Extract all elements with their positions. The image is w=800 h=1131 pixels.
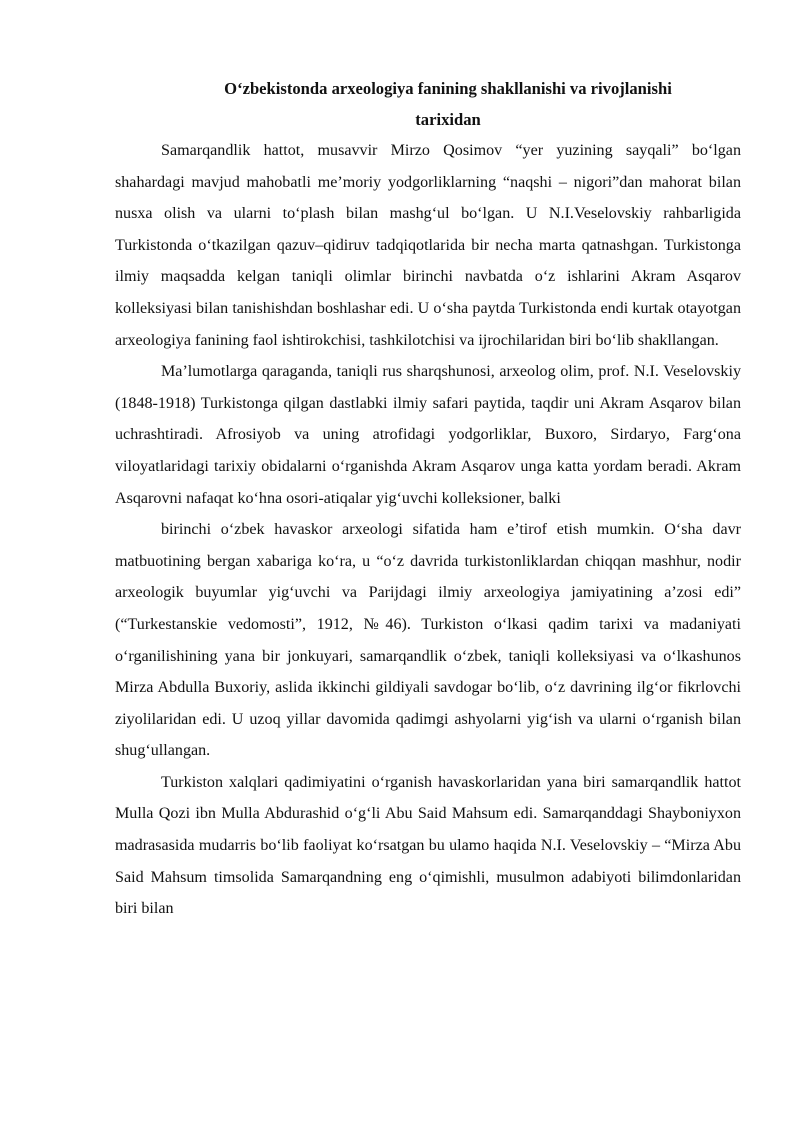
document-title-line-1: O‘zbekistonda arxeologiya fanining shakllanishi va rivojlanishi — [224, 79, 672, 98]
paragraph-3: birinchi o‘zbek havaskor arxeologi sifatida ham e’tirof etish mumkin. O‘sha davr matbuotining bergan xabariga ko‘ra, u “o‘z davrida turkistonliklardan chiqqan mashhur, nodir arxeologik buyumlar yig‘uvchi va Parijdagi ilmiy arxeologiya jamiyatining a’zosi edi” (“Turkestanskie vedomosti”, 1912, №46). Turkiston o‘lkasi qadim tarixi va madaniyati o‘rganilishining yana bir jonkuyari, samarqandlik o‘zbek, taniqli kolleksiyasi va o‘lkashunos Mirza Abdulla Buxoriy, aslida ikkinchi gildiyali savdogar bo‘lib, o‘z davrining ilg‘or fikrlovchi ziyolilaridan edi. U uzoq yillar davomida qadimgi ashyolarni yig‘ish va ularni o‘rganish bilan shug‘ullangan. — [115, 521, 741, 760]
document-body — [115, 73, 741, 925]
paragraph-4: Turkiston xalqlari qadimiyatini o‘rganish havaskorlaridan yana biri samarqandlik hattot Mulla Qozi ibn Mulla Abdurashid o‘g‘li Abu Said Mahsum edi. Samarqanddagi Shayboniyxon madrasasida mudarris bo‘lib faoliyat ko‘rsatgan bu ulamo haqida N.I. Veselovskiy – “Mirza Abu Said Mahsum timsolida Samarqandning eng o‘qimishli, musulmon adabiyoti bilimdonlaridan biri bilan — [115, 773, 741, 918]
paragraph-1: Samarqandlik hattot, musavvir Mirzo Qosimov “yer yuzining sayqali” bo‘lgan shahardagi mavjud mahobatli me’moriy yodgorliklarning “naqshi – nigori”dan mahorat bilan nusxa olish va ularni to‘plash bilan mashg‘ul bo‘lgan. U N.I.Veselovskiy rahbarligida Turkistonda o‘tkazilgan qazuv–qidiruv tadqiqotlarida bir necha marta qatnashgan. Turkistonga ilmiy maqsadda kelgan taniqli olimlar birinchi navbatda o‘z ishlarini Akram Asqarov kolleksiyasi bilan tanishishdan boshlashar edi. U o‘sha paytda Turkistonda endi kurtak otayotgan arxeologiya fanining faol ishtirokchisi, tashkilotchisi va ijrochilaridan biri bo‘lib shakllangan. — [115, 142, 741, 349]
paragraph-2: Ma’lumotlarga qaraganda, taniqli rus sharqshunosi, arxeolog olim, prof. N.I. Veselovskiy (1848-1918) Turkistonga qilgan dastlabki ilmiy safari paytida, taqdir uni Akram Asqarov bilan uchrashtiradi. Afrosiyob va uning atrofidagi yodgorliklar, Buxoro, Sirdaryo, Farg‘ona viloyatlaridagi tarixiy obidalarni o‘rganishda Akram Asqarov unga katta yordam beradi. Akram Asqarovni nafaqat ko‘hna osori-atiqalar yig‘uvchi kolleksioner, balki — [115, 363, 741, 507]
document-title-line-2: tarixidan — [415, 110, 481, 129]
